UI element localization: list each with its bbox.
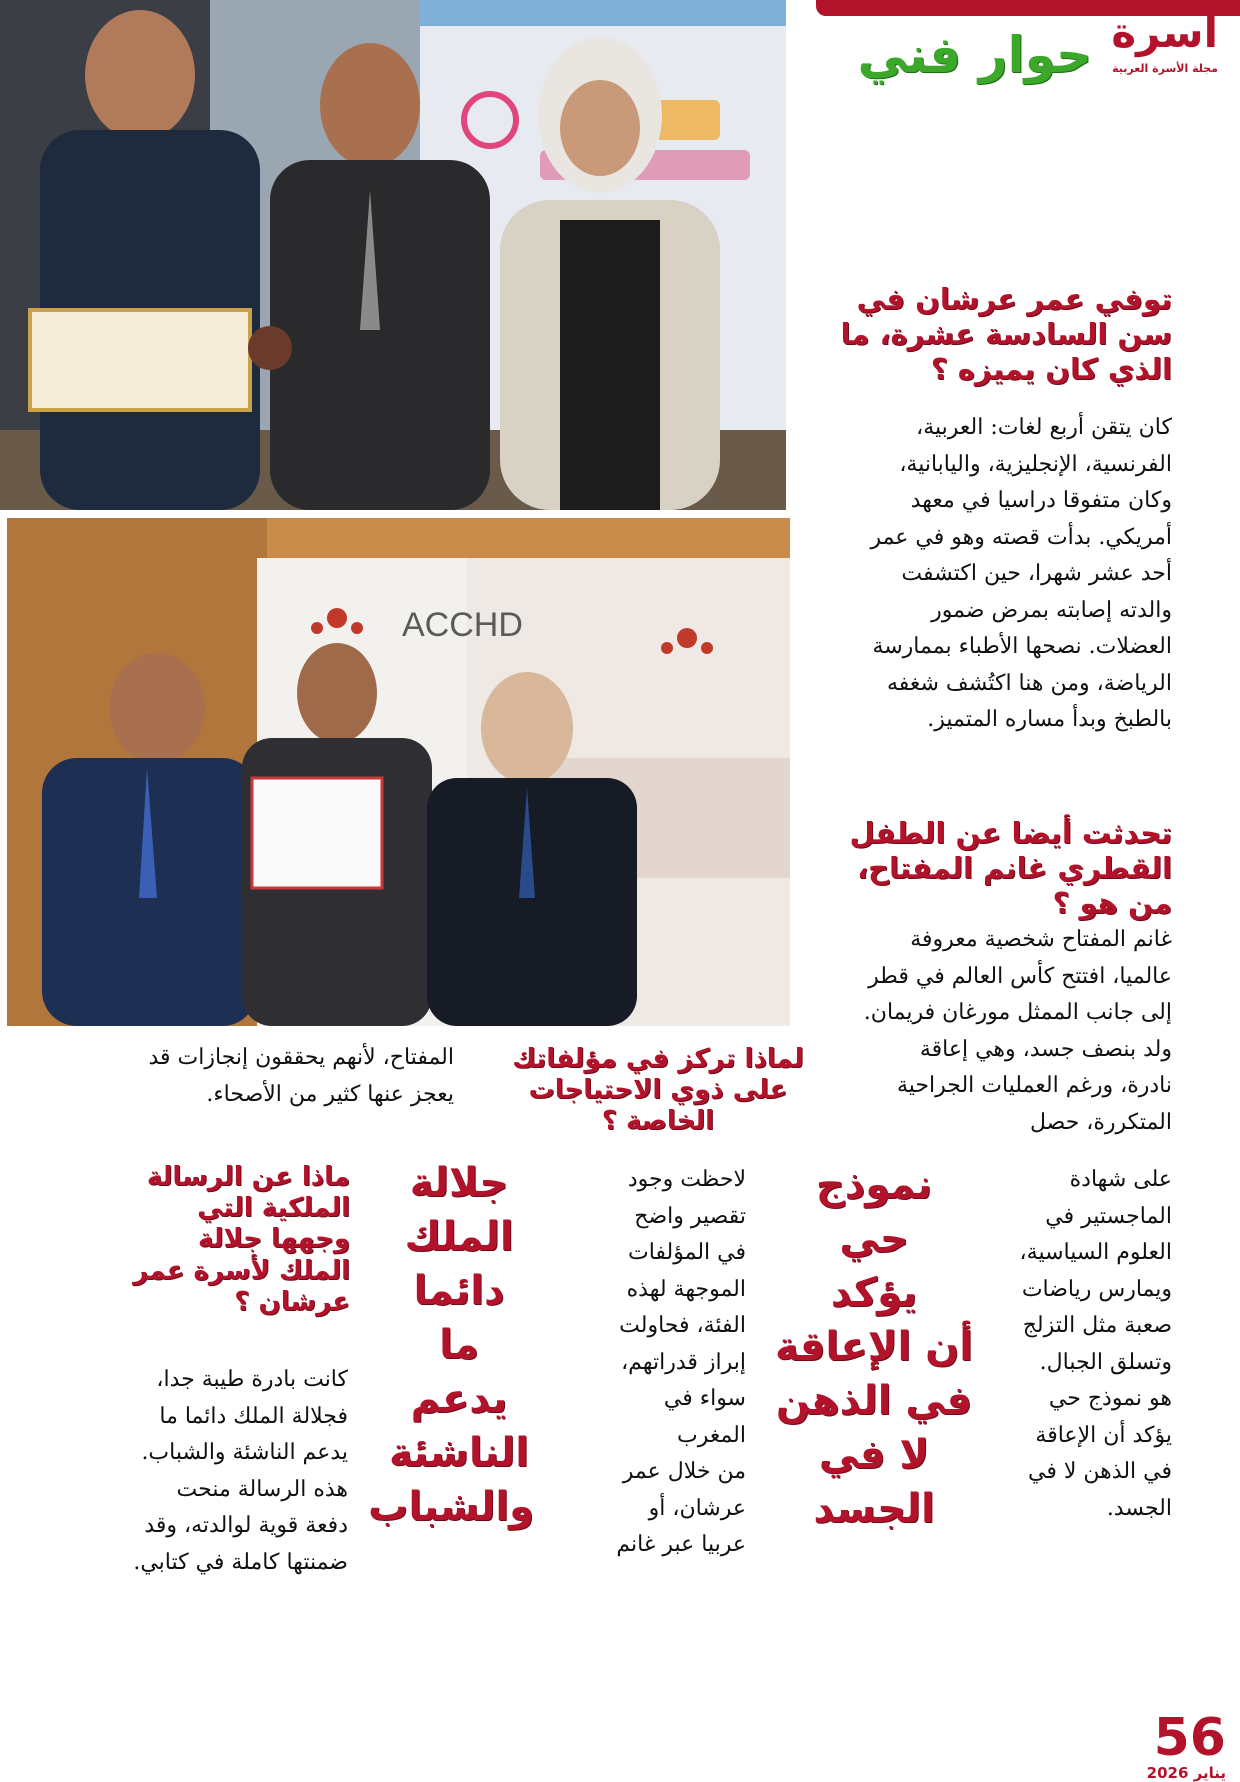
answer-4-line: هذه الرسالة منحت — [176, 1476, 348, 1502]
answer-4-line: فجلالة الملك دائما ما — [159, 1403, 348, 1429]
answer-1-line: والدته إصابته بمرض ضمور — [931, 597, 1172, 623]
pull-quote-1-line: نموذج — [815, 1162, 933, 1208]
pull-quote-2-line: الناشئة — [389, 1430, 529, 1476]
pull-quote-1-line: الجسد — [813, 1486, 935, 1532]
answer-3-line: عرشان، أو — [648, 1495, 746, 1521]
question-4: ماذا عن الرسالة الملكية التي وجهها جلالة الملك لأسرة عمر عرشان ؟ — [133, 1162, 350, 1317]
answer-3-continuation — [104, 1040, 454, 1113]
certificate-photo — [7, 518, 790, 1026]
answer-3-line: سواء في المغرب — [663, 1386, 746, 1448]
answer-2-wide — [812, 922, 1172, 1141]
answer-3-line: الموجهة لهذه — [626, 1276, 746, 1302]
magazine-logo — [1078, 8, 1218, 82]
pull-quote-2 — [368, 1156, 534, 1534]
answer-2-narrow-line: هو نموذج حي — [1048, 1386, 1172, 1412]
pull-quote-1 — [774, 1158, 974, 1536]
pull-quote-1-line: حي — [839, 1216, 909, 1262]
page-footer — [1116, 1708, 1226, 1782]
answer-3-line: إبراز قدراتهم، — [621, 1349, 746, 1375]
continuation-line: المفتاح، لأنهم يحققون إنجازات قد — [148, 1045, 454, 1070]
top-photo — [0, 0, 786, 510]
answer-4-line: يدعم الناشئة والشباب. — [141, 1440, 348, 1466]
answer-2-wide-line: نادرة، ورغم العمليات الجراحية — [896, 1073, 1172, 1099]
answer-4-line: ضمنتها كاملة في كتابي. — [133, 1549, 348, 1575]
answer-3-line: لاحظت وجود — [627, 1167, 746, 1192]
answer-2-wide-line: إلى جانب الممثل مورغان فريمان. — [863, 1000, 1172, 1026]
pull-quote-2-line: دائما — [413, 1268, 505, 1314]
pull-quote-1-line: يؤكد — [830, 1270, 918, 1316]
pull-quote-2-line: يدعم — [410, 1376, 508, 1422]
pull-quote-2-line: والشباب — [368, 1484, 534, 1530]
pull-quote-1-line: لا في — [818, 1432, 930, 1478]
answer-2-wide-line: ولد بنصف جسد، وهي إعاقة — [919, 1036, 1172, 1062]
page-number: 56 — [1153, 1708, 1226, 1768]
pull-quote-1-line: في الذهن — [775, 1378, 973, 1424]
answer-3 — [596, 1162, 746, 1564]
issue-date: يناير 2026 — [1146, 1764, 1226, 1782]
answer-1-line: أمريكي. بدأت قصته وهو في عمر — [870, 524, 1172, 550]
answer-3-line: عربيا عبر غانم — [616, 1532, 746, 1558]
answer-2-narrow-line: صعبة مثل التزلج — [1022, 1313, 1172, 1339]
answer-1-lines — [812, 410, 1172, 739]
continuation-line: يعجز عنها كثير من الأصحاء. — [206, 1081, 454, 1107]
question-1: توفي عمر عرشان في سن السادسة عشرة، ما الذي كان يميزه ؟ — [840, 282, 1172, 386]
answer-3-line: الفئة، فحاولت — [619, 1313, 746, 1339]
answer-2-wide-line: غانم المفتاح شخصية معروفة — [910, 927, 1172, 952]
answer-2-narrow-line: الماجستير في — [1045, 1203, 1172, 1229]
answer-2-wide-line: المتكررة، حصل — [1029, 1109, 1172, 1135]
answer-1-line: أحد عشر شهرا، حين اكتشفت — [901, 561, 1172, 587]
answer-4-line: دفعة قوية لوالدته، وقد — [144, 1513, 348, 1539]
answer-1-line: العضلات. نصحها الأطباء بممارسة — [872, 634, 1172, 660]
answer-2-narrow — [972, 1162, 1172, 1527]
question-3: لماذا تركز في مؤلفاتك على ذوي الاحتياجات الخاصة ؟ — [512, 1044, 804, 1137]
accd-banner-text: ACCHD — [402, 606, 523, 644]
magazine-name: أسرة — [1111, 8, 1218, 57]
magazine-subtitle: مجلة الأسرة العربية — [1112, 62, 1218, 75]
pull-quote-2-line: الملك — [404, 1214, 514, 1260]
answer-2-narrow-line: يؤكد أن الإعاقة — [1035, 1422, 1172, 1448]
pull-quote-1-line: أن الإعاقة — [774, 1324, 974, 1370]
answer-2-narrow-line: الجسد. — [1106, 1495, 1172, 1521]
answer-1-line: بالطبخ وبدأ مساره المتميز. — [927, 707, 1172, 733]
bottom-photo — [7, 518, 790, 1026]
answer-1-line: الرياضة، ومن هنا اكتُشف شغفه — [886, 670, 1172, 696]
answer-2-narrow-line: ويمارس رياضات — [1021, 1276, 1172, 1302]
answer-2-narrow-line: وتسلق الجبال. — [1039, 1349, 1172, 1375]
answer-3-line: من خلال عمر — [622, 1459, 746, 1485]
answer-3-line: في المؤلفات — [628, 1240, 746, 1266]
answer-1-line: وكان متفوقا دراسيا في معهد — [910, 488, 1172, 514]
answer-2-wide-line: عالميا، افتتح كأس العالم في قطر — [868, 963, 1172, 989]
answer-1 — [812, 410, 1172, 739]
pull-quote-2-line: جلالة — [409, 1160, 509, 1206]
award-ceremony-photo — [0, 0, 786, 510]
answer-1-line: كان يتقن أربع لغات: العربية، — [916, 415, 1172, 440]
answer-2-narrow-line: على شهادة — [1069, 1167, 1172, 1192]
answer-2-narrow-line: في الذهن لا في — [1028, 1459, 1172, 1485]
section-title: حوار فني — [857, 26, 1092, 84]
question-2: تحدثت أيضا عن الطفل القطري غانم المفتاح، من هو ؟ — [849, 816, 1172, 920]
answer-4 — [104, 1362, 348, 1581]
answer-1-line: الفرنسية، الإنجليزية، واليابانية، — [899, 451, 1172, 477]
answer-2-narrow-line: العلوم السياسية، — [1019, 1240, 1172, 1266]
pull-quote-2-line: ما — [439, 1322, 479, 1368]
answer-4-line: كانت بادرة طيبة جدا، — [156, 1367, 348, 1392]
answer-3-line: تقصير واضح — [634, 1203, 746, 1229]
